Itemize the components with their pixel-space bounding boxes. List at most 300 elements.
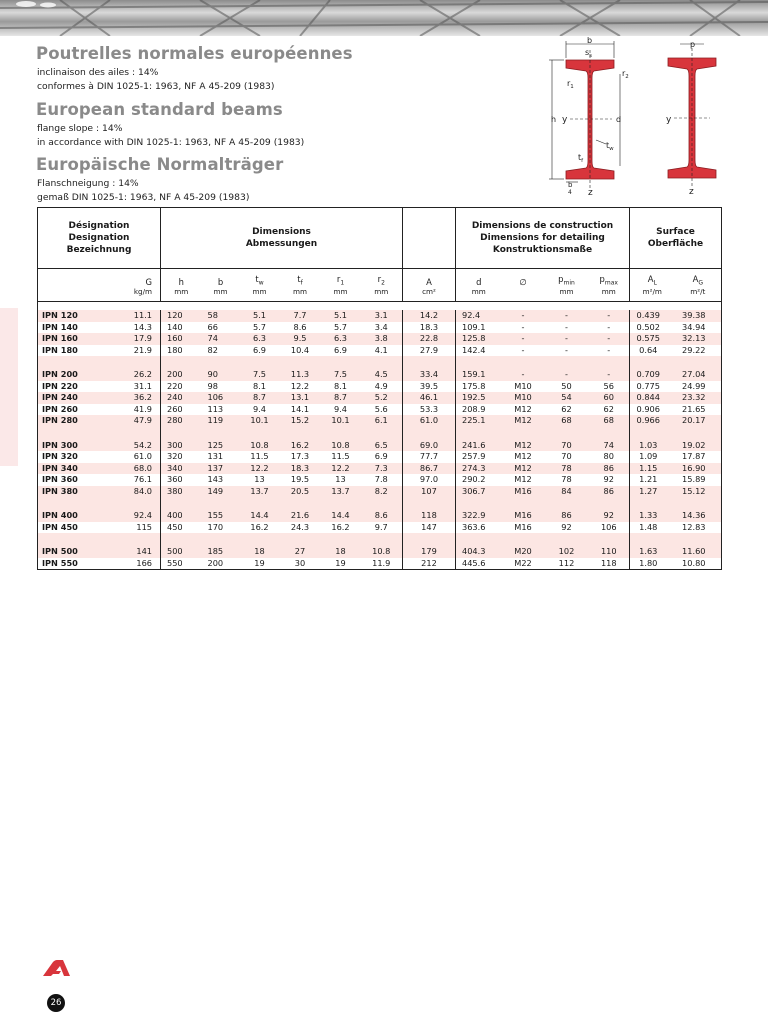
symbol-r1: $r_1$ xyxy=(336,274,345,287)
table-cell: 16.90 xyxy=(675,463,722,475)
table-cell: 21.6 xyxy=(280,510,321,522)
header-designation: Désignation Designation Bezeichnung xyxy=(38,208,161,269)
table-cell: 14.3 xyxy=(110,322,161,334)
table-row xyxy=(38,415,722,427)
table-cell: 3.8 xyxy=(361,333,403,345)
cell-designation: IPN 500 xyxy=(38,546,110,558)
table-cell: 11.1 xyxy=(110,310,161,322)
table-row xyxy=(38,322,722,334)
table-cell: 13 xyxy=(240,474,280,486)
table-cell: 300 xyxy=(161,440,202,452)
table-cell: 78 xyxy=(545,463,589,475)
table-spacer xyxy=(38,302,722,311)
unit-tf: mm xyxy=(280,287,321,302)
table-cell: 175.8 xyxy=(456,381,502,393)
table-cell: 445.6 xyxy=(456,558,502,570)
table-cell: 10.8 xyxy=(361,546,403,558)
table-cell: 550 xyxy=(161,558,202,570)
table-cell: 7.5 xyxy=(240,369,280,381)
table-cell: 280 xyxy=(161,415,202,427)
table-cell: 1.21 xyxy=(630,474,675,486)
table-cell: 10.1 xyxy=(240,415,280,427)
header-dimensions: Dimensions Abmessungen xyxy=(161,208,403,269)
table-cell: 141 xyxy=(110,546,161,558)
table-cell: 18.3 xyxy=(403,322,456,334)
cell-designation: IPN 260 xyxy=(38,404,110,416)
symbol-tf: $t_f$ xyxy=(297,274,303,287)
table-body xyxy=(38,302,722,570)
table-cell: 5.1 xyxy=(321,310,361,322)
table-cell: 13 xyxy=(321,474,361,486)
table-cell: 62 xyxy=(545,404,589,416)
unit-pmin: mm xyxy=(545,287,589,302)
table-cell: - xyxy=(589,345,630,357)
subtitle-german-standard: gemaß DIN 1025-1: 1963, NF A 45-209 (1983) xyxy=(37,192,250,203)
table-cell: 109.1 xyxy=(456,322,502,334)
table-row xyxy=(38,310,722,322)
table-cell: 74 xyxy=(589,440,630,452)
symbol-d: d xyxy=(456,269,502,288)
table-cell: 34.94 xyxy=(675,322,722,334)
table-cell: 155 xyxy=(202,510,240,522)
table-cell: 11.5 xyxy=(321,451,361,463)
table-cell: 159.1 xyxy=(456,369,502,381)
table-cell: 19.5 xyxy=(280,474,321,486)
table-cell: - xyxy=(502,345,545,357)
table-cell: 90 xyxy=(202,369,240,381)
table-cell: 5.6 xyxy=(361,404,403,416)
table-cell: 240 xyxy=(161,392,202,404)
table-cell: 19 xyxy=(240,558,280,570)
table-row xyxy=(38,345,722,357)
symbol-tw: $t_w$ xyxy=(255,274,264,287)
table-cell: M10 xyxy=(502,392,545,404)
table-cell: 12.2 xyxy=(321,463,361,475)
table-cell: 21.65 xyxy=(675,404,722,416)
cell-designation: IPN 180 xyxy=(38,345,110,357)
table-cell: 50 xyxy=(545,381,589,393)
label-h: h xyxy=(551,115,557,124)
table-cell: 4.9 xyxy=(361,381,403,393)
label-r1: $r_1$ xyxy=(567,79,574,90)
table-cell: - xyxy=(545,345,589,357)
table-cell: - xyxy=(589,333,630,345)
table-cell: 110 xyxy=(589,546,630,558)
group-separator xyxy=(38,427,722,440)
table-cell: 8.7 xyxy=(321,392,361,404)
table-cell: 41.9 xyxy=(110,404,161,416)
table-cell: - xyxy=(502,322,545,334)
table-cell: 225.1 xyxy=(456,415,502,427)
group-separator xyxy=(38,497,722,510)
table-cell: 36.2 xyxy=(110,392,161,404)
table-cell: 47.9 xyxy=(110,415,161,427)
table-row xyxy=(38,486,722,498)
table-cell: 18.3 xyxy=(280,463,321,475)
table-cell: 54.2 xyxy=(110,440,161,452)
table-cell: 17.3 xyxy=(280,451,321,463)
table-cell: 92.4 xyxy=(456,310,502,322)
unit-tw: mm xyxy=(240,287,280,302)
cell-designation: IPN 380 xyxy=(38,486,110,498)
unit-r1: mm xyxy=(321,287,361,302)
table-cell: 220 xyxy=(161,381,202,393)
table-cell: 212 xyxy=(403,558,456,570)
table-row xyxy=(38,440,722,452)
table-cell: 11.3 xyxy=(280,369,321,381)
table-cell: 74 xyxy=(202,333,240,345)
table-cell: 15.2 xyxy=(280,415,321,427)
table-cell: 5.1 xyxy=(240,310,280,322)
table-cell: 125.8 xyxy=(456,333,502,345)
table-cell: 19.02 xyxy=(675,440,722,452)
table-cell: 86 xyxy=(589,486,630,498)
label-ss: $s_s$ xyxy=(585,48,593,59)
cell-designation: IPN 450 xyxy=(38,522,110,534)
table-cell: 107 xyxy=(403,486,456,498)
table-cell: 82 xyxy=(202,345,240,357)
symbol-blank xyxy=(38,269,110,288)
label-tw: $t_w$ xyxy=(606,141,614,152)
table-cell: 4.5 xyxy=(361,369,403,381)
page-number: 26 xyxy=(47,994,65,1012)
table-cell: 274.3 xyxy=(456,463,502,475)
table-cell: 9.4 xyxy=(240,404,280,416)
symbol-row xyxy=(38,269,722,288)
table-cell: 29.22 xyxy=(675,345,722,357)
symbol-pmin: $p_{min}$ xyxy=(558,274,575,287)
table-cell: 142.4 xyxy=(456,345,502,357)
table-cell: 92 xyxy=(589,510,630,522)
table-cell: 200 xyxy=(161,369,202,381)
table-cell: 179 xyxy=(403,546,456,558)
table-row xyxy=(38,474,722,486)
table-cell: 27.04 xyxy=(675,369,722,381)
table-cell: 14.4 xyxy=(240,510,280,522)
cell-designation: IPN 400 xyxy=(38,510,110,522)
table-cell: 5.7 xyxy=(321,322,361,334)
beam-properties-table xyxy=(37,207,722,570)
table-cell: 3.1 xyxy=(361,310,403,322)
table-cell: 12.2 xyxy=(240,463,280,475)
steel-structure-photo xyxy=(0,0,768,36)
label-y: y xyxy=(562,115,568,125)
subtitle-french-slope: inclinaison des ailes : 14% xyxy=(37,67,159,78)
table-cell: 46.1 xyxy=(403,392,456,404)
table-cell: - xyxy=(502,310,545,322)
table-cell: M16 xyxy=(502,486,545,498)
table-cell: 0.575 xyxy=(630,333,675,345)
unit-r2: mm xyxy=(361,287,403,302)
table-cell: 10.8 xyxy=(240,440,280,452)
table-cell: 8.6 xyxy=(361,510,403,522)
table-cell: 113 xyxy=(202,404,240,416)
table-cell: 70 xyxy=(545,440,589,452)
unit-g: kg/m xyxy=(110,287,161,302)
table-cell: - xyxy=(589,322,630,334)
table-cell: 54 xyxy=(545,392,589,404)
table-cell: 13.1 xyxy=(280,392,321,404)
table-cell: 192.5 xyxy=(456,392,502,404)
table-cell: 22.8 xyxy=(403,333,456,345)
table-cell: M12 xyxy=(502,440,545,452)
label-b: b xyxy=(587,36,593,45)
table-cell: 11.9 xyxy=(361,558,403,570)
table-cell: M22 xyxy=(502,558,545,570)
table-row xyxy=(38,522,722,534)
table-cell: 62 xyxy=(589,404,630,416)
table-cell: 131 xyxy=(202,451,240,463)
table-cell: 0.844 xyxy=(630,392,675,404)
table-cell: 1.15 xyxy=(630,463,675,475)
table-cell: 241.6 xyxy=(456,440,502,452)
table-cell: - xyxy=(502,333,545,345)
cell-designation: IPN 240 xyxy=(38,392,110,404)
subtitle-german-slope: Flanschneigung : 14% xyxy=(37,178,139,189)
table-cell: 8.6 xyxy=(280,322,321,334)
table-cell: 450 xyxy=(161,522,202,534)
table-cell: 80 xyxy=(589,451,630,463)
table-cell: 9.5 xyxy=(280,333,321,345)
table-cell: 208.9 xyxy=(456,404,502,416)
table-cell: 98 xyxy=(202,381,240,393)
table-cell: 400 xyxy=(161,510,202,522)
table-cell: - xyxy=(545,369,589,381)
table-cell: 61.0 xyxy=(403,415,456,427)
table-cell: 6.1 xyxy=(361,415,403,427)
table-cell: 33.4 xyxy=(403,369,456,381)
table-cell: - xyxy=(589,310,630,322)
table-cell: 20.17 xyxy=(675,415,722,427)
table-cell: 180 xyxy=(161,345,202,357)
label-z: z xyxy=(588,188,593,196)
table-cell: 18 xyxy=(321,546,361,558)
table-cell: - xyxy=(545,322,589,334)
cell-designation: IPN 120 xyxy=(38,310,110,322)
table-cell: 0.502 xyxy=(630,322,675,334)
table-cell: M20 xyxy=(502,546,545,558)
table-cell: M12 xyxy=(502,463,545,475)
table-cell: 26.2 xyxy=(110,369,161,381)
table-cell: 118 xyxy=(589,558,630,570)
table-cell: 78 xyxy=(545,474,589,486)
table-cell: 0.64 xyxy=(630,345,675,357)
table-cell: M16 xyxy=(502,510,545,522)
table-cell: - xyxy=(545,310,589,322)
cell-designation: IPN 340 xyxy=(38,463,110,475)
table-row xyxy=(38,463,722,475)
symbol-ag: $A_G$ xyxy=(675,269,722,288)
unit-a: cm² xyxy=(403,287,456,302)
table-cell: - xyxy=(545,333,589,345)
subtitle-english-slope: flange slope : 14% xyxy=(37,123,123,134)
table-cell: M12 xyxy=(502,415,545,427)
table-cell: M12 xyxy=(502,404,545,416)
table-cell: 120 xyxy=(161,310,202,322)
table-cell: 60 xyxy=(589,392,630,404)
unit-pmax: mm xyxy=(589,287,630,302)
table-cell: 404.3 xyxy=(456,546,502,558)
table-cell: 14.4 xyxy=(321,510,361,522)
table-cell: 10.80 xyxy=(675,558,722,570)
table-cell: 7.7 xyxy=(280,310,321,322)
unit-ag: m²/t xyxy=(675,287,722,302)
unit-row xyxy=(38,287,722,302)
table-cell: 125 xyxy=(202,440,240,452)
symbol-h: h xyxy=(161,269,202,288)
table-cell: 200 xyxy=(202,558,240,570)
table-cell: 137 xyxy=(202,463,240,475)
label-d: d xyxy=(616,115,622,124)
table-cell: 68 xyxy=(545,415,589,427)
table-cell: 6.3 xyxy=(321,333,361,345)
table-cell: 21.9 xyxy=(110,345,161,357)
unit-hole-diameter xyxy=(502,287,545,302)
table-cell: 1.63 xyxy=(630,546,675,558)
table-cell: 149 xyxy=(202,486,240,498)
table-cell: 1.33 xyxy=(630,510,675,522)
symbol-r2: $r_2$ xyxy=(377,274,385,287)
table-cell: 166 xyxy=(110,558,161,570)
table-cell: - xyxy=(502,369,545,381)
table-cell: 306.7 xyxy=(456,486,502,498)
table-cell: 170 xyxy=(202,522,240,534)
cell-designation: IPN 360 xyxy=(38,474,110,486)
table-cell: M12 xyxy=(502,474,545,486)
table-cell: 1.80 xyxy=(630,558,675,570)
label-z-side: z xyxy=(689,187,694,196)
table-cell: 6.9 xyxy=(361,451,403,463)
table-cell: 15.12 xyxy=(675,486,722,498)
group-separator xyxy=(38,356,722,369)
table-cell: 6.5 xyxy=(361,440,403,452)
table-cell: 24.99 xyxy=(675,381,722,393)
table-cell: 260 xyxy=(161,404,202,416)
table-row xyxy=(38,451,722,463)
label-y-side: y xyxy=(666,115,672,125)
cell-designation: IPN 300 xyxy=(38,440,110,452)
table-row xyxy=(38,381,722,393)
table-cell: 69.0 xyxy=(403,440,456,452)
unit-blank xyxy=(38,287,110,302)
table-cell: 32.13 xyxy=(675,333,722,345)
table-cell: 16.2 xyxy=(240,522,280,534)
table-cell: 14.1 xyxy=(280,404,321,416)
table-cell: 58 xyxy=(202,310,240,322)
table-cell: 12.2 xyxy=(280,381,321,393)
table-cell: 92.4 xyxy=(110,510,161,522)
table-cell: 106 xyxy=(589,522,630,534)
table-cell: 14.36 xyxy=(675,510,722,522)
table-cell: 61.0 xyxy=(110,451,161,463)
cell-designation: IPN 140 xyxy=(38,322,110,334)
table-cell: 112 xyxy=(545,558,589,570)
table-cell: 7.3 xyxy=(361,463,403,475)
table-cell: 322.9 xyxy=(456,510,502,522)
table-cell: 84 xyxy=(545,486,589,498)
table-cell: 39.5 xyxy=(403,381,456,393)
symbol-a: A xyxy=(403,269,456,288)
table-cell: 92 xyxy=(589,474,630,486)
table-cell: 500 xyxy=(161,546,202,558)
table-cell: 16.2 xyxy=(321,522,361,534)
table-cell: 76.1 xyxy=(110,474,161,486)
table-cell: 92 xyxy=(545,522,589,534)
table-cell: 9.4 xyxy=(321,404,361,416)
table-cell: 86 xyxy=(545,510,589,522)
header-construction: Dimensions de construction Dimensions for detailing Konstruktionsmaße xyxy=(456,208,630,269)
table-cell: 147 xyxy=(403,522,456,534)
table-cell: 7.5 xyxy=(321,369,361,381)
table-cell: 10.4 xyxy=(280,345,321,357)
table-cell: 14.2 xyxy=(403,310,456,322)
table-cell: 18 xyxy=(240,546,280,558)
table-cell: 0.906 xyxy=(630,404,675,416)
table-cell: 15.89 xyxy=(675,474,722,486)
cell-designation: IPN 320 xyxy=(38,451,110,463)
table-row xyxy=(38,392,722,404)
table-cell: 143 xyxy=(202,474,240,486)
table-cell: 68 xyxy=(589,415,630,427)
cell-designation: IPN 200 xyxy=(38,369,110,381)
table-cell: 17.9 xyxy=(110,333,161,345)
symbol-hole-diameter: ∅ xyxy=(519,277,527,287)
table-cell: 6.9 xyxy=(321,345,361,357)
symbol-b: b xyxy=(217,277,224,287)
table-cell: M10 xyxy=(502,381,545,393)
table-cell: 23.32 xyxy=(675,392,722,404)
table-cell: 0.966 xyxy=(630,415,675,427)
label-b-over-4: b xyxy=(568,181,573,189)
table-cell: 8.1 xyxy=(321,381,361,393)
table-cell: 66 xyxy=(202,322,240,334)
label-b-over-4-denominator: 4 xyxy=(568,189,572,196)
table-cell: 118 xyxy=(403,510,456,522)
cell-designation: IPN 550 xyxy=(38,558,110,570)
table-cell: 86.7 xyxy=(403,463,456,475)
table-row xyxy=(38,333,722,345)
unit-al: m²/m xyxy=(630,287,675,302)
table-cell: 77.7 xyxy=(403,451,456,463)
label-tf: $t_f$ xyxy=(578,153,584,164)
table-cell: 360 xyxy=(161,474,202,486)
table-cell: 102 xyxy=(545,546,589,558)
table-cell: 27.9 xyxy=(403,345,456,357)
cell-designation: IPN 160 xyxy=(38,333,110,345)
symbol-al: $A_L$ xyxy=(630,269,675,288)
table-row xyxy=(38,404,722,416)
table-row xyxy=(38,558,722,570)
table-cell: 10.8 xyxy=(321,440,361,452)
table-cell: M16 xyxy=(502,522,545,534)
header-surface: Surface Oberfläche xyxy=(630,208,722,269)
table-cell: 10.1 xyxy=(321,415,361,427)
table-cell: 9.7 xyxy=(361,522,403,534)
table-cell: 31.1 xyxy=(110,381,161,393)
table-cell: 11.5 xyxy=(240,451,280,463)
table-cell: 1.03 xyxy=(630,440,675,452)
table-cell: 1.09 xyxy=(630,451,675,463)
table-cell: 6.3 xyxy=(240,333,280,345)
table-cell: 6.9 xyxy=(240,345,280,357)
table-cell: 257.9 xyxy=(456,451,502,463)
table-cell: 19 xyxy=(321,558,361,570)
table-cell: 8.2 xyxy=(361,486,403,498)
table-cell: 119 xyxy=(202,415,240,427)
table-cell: 5.2 xyxy=(361,392,403,404)
header-area-blank xyxy=(403,208,456,269)
table-cell: 12.83 xyxy=(675,522,722,534)
